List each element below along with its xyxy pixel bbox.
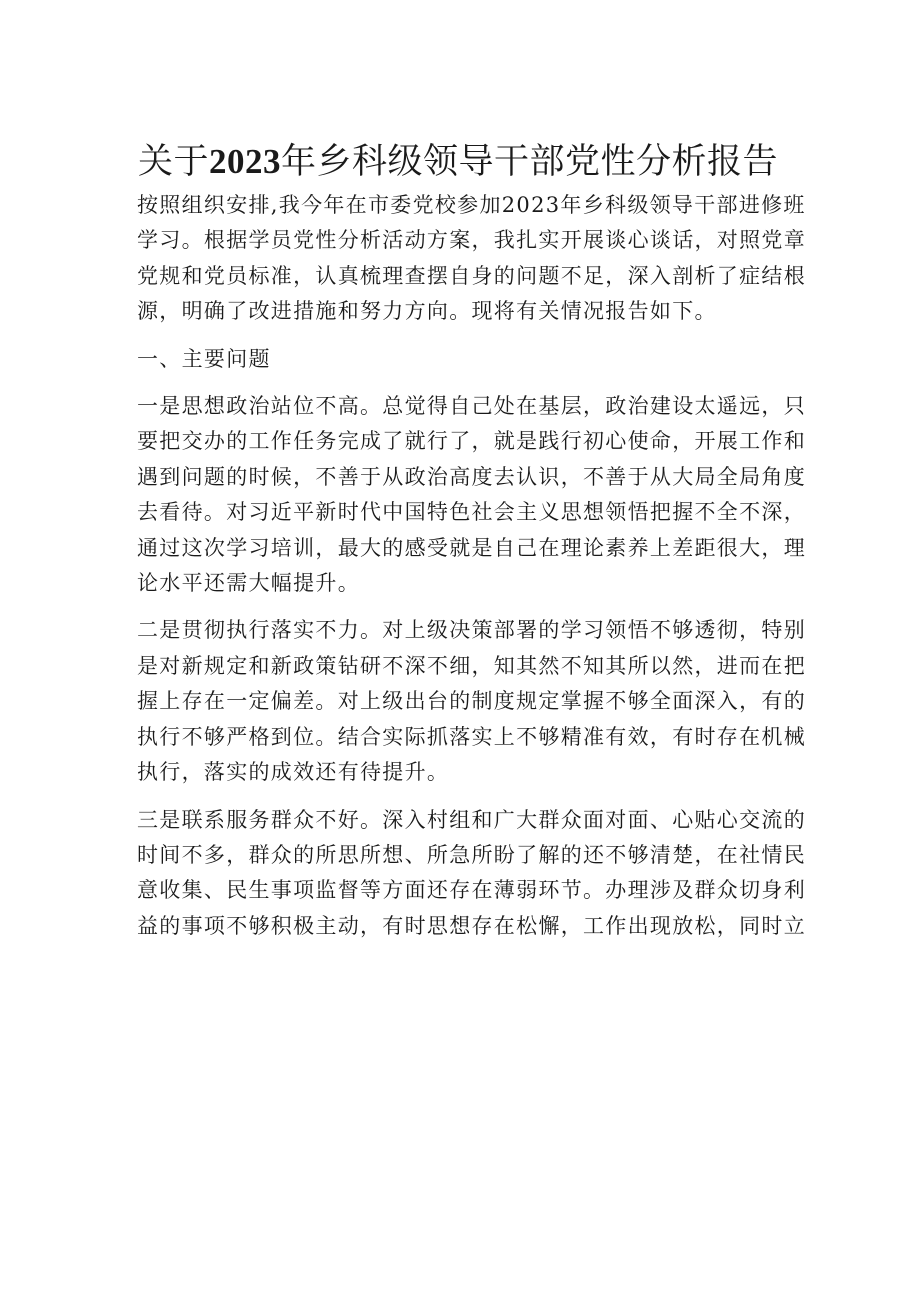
point-one-line: 一是思想政治站位不高。总觉得自己处在基层，政治建设太遥远，只: [137, 394, 806, 419]
point-three-line: 益的事项不够积极主动，有时思想存在松懈，工作出现放松，同时立: [137, 913, 806, 938]
intro-line: 党规和党员标准，认真梳理查摆自身的问题不足，深入剖析了症结根: [137, 263, 806, 288]
point-three-paragraph: [137, 803, 806, 945]
point-one-line: 遇到问题的时候，不善于从政治高度去认识，不善于从大局全局角度: [137, 464, 806, 489]
point-two-line: 二是贯彻执行落实不力。对上级决策部署的学习领悟不够透彻，特别: [137, 618, 806, 643]
document-body: [137, 188, 806, 944]
point-one-line: 去看待。对习近平新时代中国特色社会主义思想领悟把握不全不深，: [137, 500, 806, 525]
point-two-line: 握上存在一定偏差。对上级出台的制度规定掌握不够全面深入，有的: [137, 689, 806, 714]
title-year: 2023: [209, 142, 282, 181]
intro-line: 按照组织安排,我今年在市委党校参加2023年乡科级领导干部进修班: [137, 193, 806, 217]
point-one-paragraph: [137, 389, 806, 601]
intro-line: 源，明确了改进措施和努力方向。现将有关情况报告如下。: [137, 299, 717, 324]
title-suffix: 年乡科级领导干部党性分析报告: [281, 142, 779, 182]
intro-line: 学习。根据学员党性分析活动方案，我扎实开展谈心谈话，对照党章: [137, 228, 806, 253]
point-two-line: 执行，落实的成效还有待提升。: [137, 760, 450, 785]
point-three-line: 时间不多，群众的所思所想、所急所盼了解的还不够清楚，在社情民: [137, 842, 806, 867]
point-one-line: 论水平还需大幅提升。: [137, 571, 360, 596]
point-two-paragraph: [137, 613, 806, 790]
section-heading-main-problems: 一、主要问题: [137, 346, 271, 371]
point-two-line: 执行不够严格到位。结合实际抓落实上不够精准有效，有时存在机械: [137, 724, 806, 749]
point-three-line: 三是联系服务群众不好。深入村组和广大群众面对面、心贴心交流的: [137, 807, 806, 832]
title-prefix: 关于: [138, 142, 210, 182]
document-title: [138, 140, 798, 184]
point-one-line: 通过这次学习培训，最大的感受就是自己在理论素养上差距很大，理: [137, 535, 806, 560]
point-one-line: 要把交办的工作任务完成了就行了，就是践行初心使命，开展工作和: [137, 429, 806, 454]
intro-paragraph: [137, 188, 806, 330]
point-three-line: 意收集、民生事项监督等方面还存在薄弱环节。办理涉及群众切身利: [137, 878, 806, 903]
point-two-line: 是对新规定和新政策钻研不深不细，知其然不知其所以然，进而在把: [137, 653, 806, 678]
